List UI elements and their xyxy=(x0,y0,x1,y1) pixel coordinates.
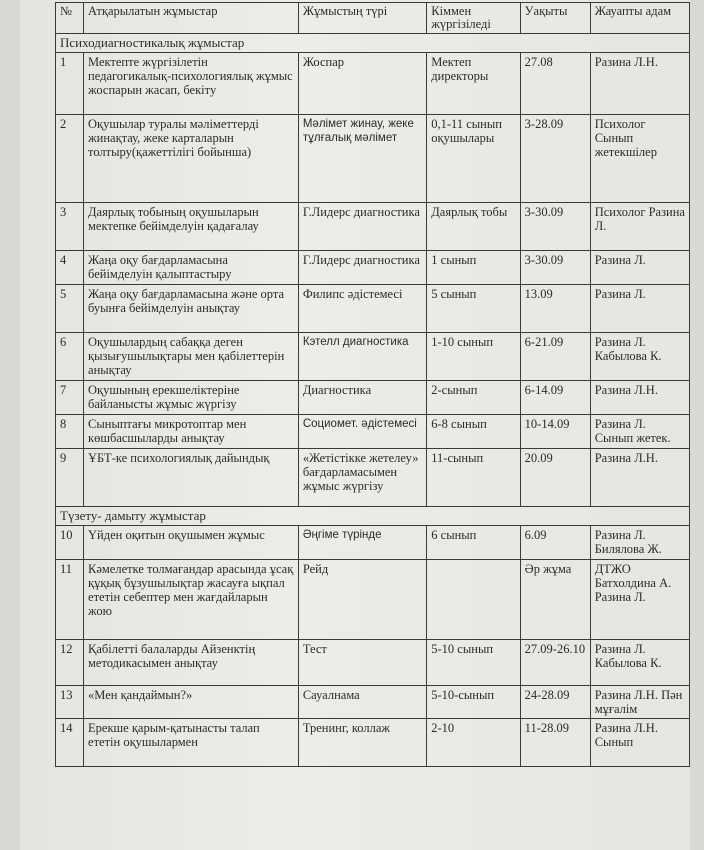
cell-task: Ерекше қарым-қатынасты талап ететін оқушылармен xyxy=(84,719,299,767)
cell-responsible: Разина Л. Сынып жетек. xyxy=(590,415,689,449)
cell-task: Қабілетті балаларды Айзенктің методикасымен анықтау xyxy=(84,640,299,686)
cell-type: Филипс әдістемесі xyxy=(298,285,426,333)
cell-type: Г.Лидерс диагностика xyxy=(298,251,426,285)
cell-target: 11-сынып xyxy=(427,449,520,507)
cell-task: Жаңа оқу бағдарламасына бейімделуін қалыптастыру xyxy=(84,251,299,285)
table-row xyxy=(56,640,690,686)
table-row xyxy=(56,53,690,115)
table-row xyxy=(56,251,690,285)
cell-responsible: Разина Л. xyxy=(590,251,689,285)
table-row xyxy=(56,115,690,203)
table-row xyxy=(56,333,690,381)
cell-target: 6-8 сынып xyxy=(427,415,520,449)
cell-task: Үйден оқитын оқушымен жұмыс xyxy=(84,526,299,560)
cell-responsible: Разина Л. Кабылова К. xyxy=(590,640,689,686)
cell-target: 1 сынып xyxy=(427,251,520,285)
section-title: Түзету- дамыту жұмыстар xyxy=(56,507,690,526)
header-time: Уақыты xyxy=(520,3,590,34)
cell-time: 6-14.09 xyxy=(520,381,590,415)
section-row xyxy=(56,34,690,53)
header-task: Атқарылатын жұмыстар xyxy=(84,3,299,34)
cell-target: Даярлық тобы xyxy=(427,203,520,251)
cell-target: 1-10 сынып xyxy=(427,333,520,381)
cell-no: 9 xyxy=(56,449,84,507)
table-row xyxy=(56,449,690,507)
cell-type: Г.Лидерс диагностика xyxy=(298,203,426,251)
cell-type: Тест xyxy=(298,640,426,686)
cell-time: 27.09-26.10 xyxy=(520,640,590,686)
cell-responsible: Разина Л.Н. xyxy=(590,449,689,507)
cell-no: 8 xyxy=(56,415,84,449)
cell-no: 2 xyxy=(56,115,84,203)
cell-no: 13 xyxy=(56,686,84,719)
cell-time: Әр жұма xyxy=(520,560,590,640)
section-title: Психодиагностикалық жұмыстар xyxy=(56,34,690,53)
cell-type: Кэтелл диагностика xyxy=(298,333,426,381)
cell-no: 11 xyxy=(56,560,84,640)
cell-type: «Жетістікке жетелеу» бағдарламасымен жұмыс жүргізу xyxy=(298,449,426,507)
header-responsible: Жауапты адам xyxy=(590,3,689,34)
cell-time: 20.09 xyxy=(520,449,590,507)
cell-no: 6 xyxy=(56,333,84,381)
cell-responsible: ДТЖО Батхолдина А. Разина Л. xyxy=(590,560,689,640)
cell-responsible: Разина Л. Кабылова К. xyxy=(590,333,689,381)
header-target: Кіммен жүргізіледі xyxy=(427,3,520,34)
table-row xyxy=(56,560,690,640)
cell-type: Мәлімет жинау, жеке тұлғалық мәлімет xyxy=(298,115,426,203)
cell-no: 10 xyxy=(56,526,84,560)
cell-target: 6 сынып xyxy=(427,526,520,560)
cell-responsible: Разина Л. Билялова Ж. xyxy=(590,526,689,560)
cell-target: 5-10 сынып xyxy=(427,640,520,686)
cell-time: 3-28.09 xyxy=(520,115,590,203)
cell-no: 14 xyxy=(56,719,84,767)
cell-task: «Мен қандаймын?» xyxy=(84,686,299,719)
document-page xyxy=(20,0,690,850)
cell-responsible: Разина Л. xyxy=(590,285,689,333)
cell-no: 3 xyxy=(56,203,84,251)
table-row xyxy=(56,415,690,449)
cell-time: 10-14.09 xyxy=(520,415,590,449)
cell-task: Жаңа оқу бағдарламасына және орта буынға бейімделуін анықтау xyxy=(84,285,299,333)
cell-time: 24-28.09 xyxy=(520,686,590,719)
table-row xyxy=(56,719,690,767)
cell-no: 5 xyxy=(56,285,84,333)
cell-type: Сауалнама xyxy=(298,686,426,719)
cell-type: Диагностика xyxy=(298,381,426,415)
cell-target xyxy=(427,560,520,640)
cell-target: 2-10 xyxy=(427,719,520,767)
cell-task: Мектепте жүргізілетін педагогикалық-психологиялық жұмыс жоспарын жасап, бекіту xyxy=(84,53,299,115)
cell-responsible: Разина Л.Н. xyxy=(590,381,689,415)
cell-task: Даярлық тобының оқушыларын мектепке бейімделуін қадағалау xyxy=(84,203,299,251)
cell-time: 13.09 xyxy=(520,285,590,333)
table-row xyxy=(56,526,690,560)
cell-responsible: Разина Л.Н. Пән мұғалім xyxy=(590,686,689,719)
cell-target: 5-10-сынып xyxy=(427,686,520,719)
cell-task: Оқушының ерекшеліктеріне байланысты жұмыс жүргізу xyxy=(84,381,299,415)
cell-time: 6-21.09 xyxy=(520,333,590,381)
cell-task: ҰБТ-ке психологиялық дайындық xyxy=(84,449,299,507)
cell-type: Тренинг, коллаж xyxy=(298,719,426,767)
cell-type: Социомет. әдістемесі xyxy=(298,415,426,449)
header-no: № xyxy=(56,3,84,34)
table-row xyxy=(56,381,690,415)
cell-no: 4 xyxy=(56,251,84,285)
cell-target: 5 сынып xyxy=(427,285,520,333)
cell-task: Кәмелетке толмағандар арасында ұсақ құқық бұзушылықтар жасауға ықпал ететін себептер мен жағдайларын жою xyxy=(84,560,299,640)
table-row xyxy=(56,285,690,333)
cell-responsible: Разина Л.Н. Сынып xyxy=(590,719,689,767)
table-header-row xyxy=(56,3,690,34)
cell-no: 1 xyxy=(56,53,84,115)
cell-target: 2-сынып xyxy=(427,381,520,415)
table-row xyxy=(56,203,690,251)
cell-time: 3-30.09 xyxy=(520,203,590,251)
cell-responsible: Психолог Разина Л. xyxy=(590,203,689,251)
cell-time: 6.09 xyxy=(520,526,590,560)
cell-no: 12 xyxy=(56,640,84,686)
section-row xyxy=(56,507,690,526)
cell-target: Мектеп директоры xyxy=(427,53,520,115)
cell-type: Әңгіме түрінде xyxy=(298,526,426,560)
cell-task: Сыныптағы микротоптар мен көшбасшыларды анықтау xyxy=(84,415,299,449)
cell-type: Рейд xyxy=(298,560,426,640)
cell-type: Жоспар xyxy=(298,53,426,115)
cell-no: 7 xyxy=(56,381,84,415)
table-row xyxy=(56,686,690,719)
header-type: Жұмыстың түрі xyxy=(298,3,426,34)
cell-task: Оқушылардың сабаққа деген қызығушылықтары мен қабілеттерін анықтау xyxy=(84,333,299,381)
cell-target: 0,1-11 сынып оқушылары xyxy=(427,115,520,203)
cell-task: Оқушылар туралы мәліметтерді жинақтау, жеке карталарын толтыру(қажеттілігі бойынша) xyxy=(84,115,299,203)
work-plan-table xyxy=(55,2,690,767)
cell-responsible: Психолог Сынып жетекшілер xyxy=(590,115,689,203)
cell-time: 27.08 xyxy=(520,53,590,115)
cell-time: 3-30.09 xyxy=(520,251,590,285)
cell-responsible: Разина Л.Н. xyxy=(590,53,689,115)
cell-time: 11-28.09 xyxy=(520,719,590,767)
